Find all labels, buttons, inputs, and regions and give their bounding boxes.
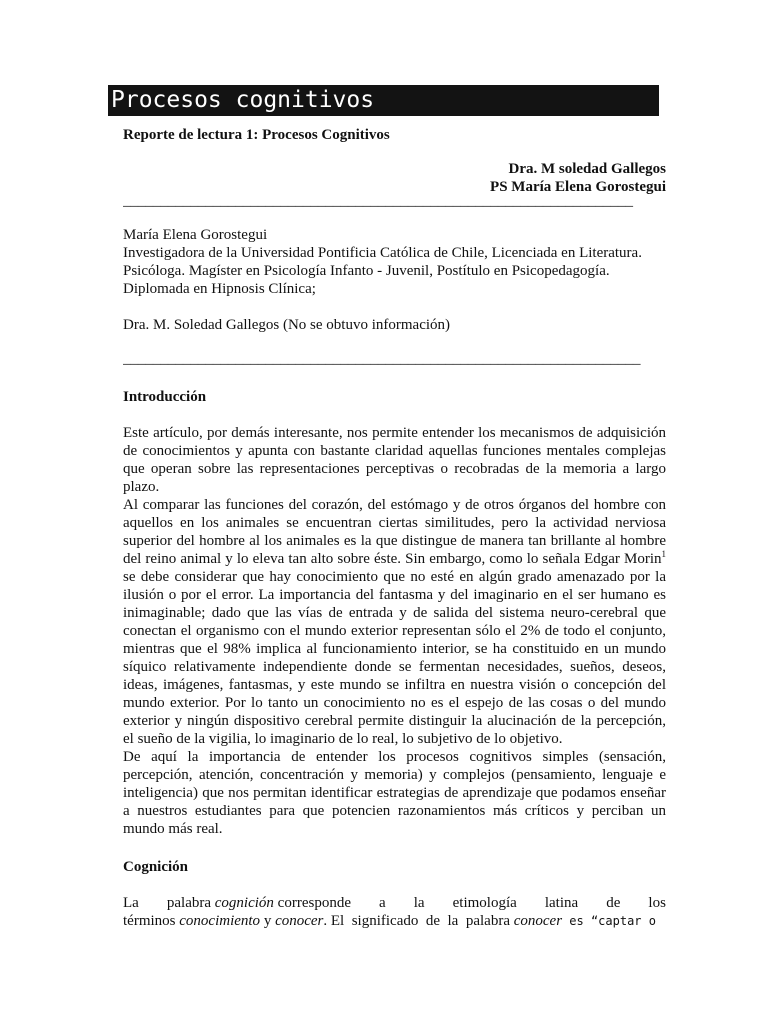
document-title: Procesos cognitivos bbox=[108, 85, 659, 116]
second-author-note: Dra. M. Soledad Gallegos (No se obtuvo información) bbox=[123, 317, 451, 333]
section-heading-cognicion: Cognición bbox=[123, 859, 189, 875]
text: términos bbox=[123, 913, 180, 929]
paragraph-text: Al comparar las funciones del corazón, del estómago y de otros órganos del hombre con aquellos en los animales se encuentran ciertas similitudes, pero la actividad nerviosa superior del hombre al los animales es la que distingue de manera tan brillante al hombre del reino animal y lo eleva tan alto sobre éste. Sin embargo, como lo señala Edgar Morin bbox=[123, 497, 666, 567]
text: . El significado de la palabra bbox=[323, 913, 514, 929]
paragraph-text: se debe considerar que hay conocimiento que no esté en algún grado amenazado por la ilusión o por el error. La importancia del fantasma y del imaginario en el ser humano es inimaginable; dado que las vías de entrada y de salida del sistema neuro-cerebral que conectan el organismo con el mundo exterior representan sólo el 2% de todo el conjunto, mientras que el 98% implica al funcionamiento interior, se ha constituido en un mundo síquico relativamente independiente donde se fermentan necesidades, sueños, deseos, ideas, imágenes, fantasmas, y este mundo se infiltra en nuestra visión o concepción del mundo exterior. Por lo tanto un conocimiento no es el espejo de las cosas o del mundo exterior y ningún dispositivo cerebral permite distinguir la alucinación de la percepción, el sueño de la vigilia, lo imaginario de lo real, lo subjetivo de lo objetivo. bbox=[123, 569, 666, 747]
word: etimología bbox=[452, 895, 517, 911]
word: los bbox=[648, 895, 666, 911]
word: La bbox=[123, 895, 139, 911]
word: de bbox=[606, 895, 621, 911]
paragraph bbox=[123, 496, 666, 748]
paragraph-line bbox=[123, 912, 666, 930]
divider-rule: ____________________________________________________________________ bbox=[123, 194, 633, 208]
text: “captar o bbox=[583, 914, 656, 928]
divider-rule: _____________________________________________________________________ bbox=[123, 352, 641, 366]
text: es bbox=[562, 914, 584, 928]
text: y bbox=[260, 913, 276, 929]
section-heading-introduccion: Introducción bbox=[123, 389, 207, 405]
author-2: PS María Elena Gorostegui bbox=[490, 179, 666, 195]
paragraph-line bbox=[123, 894, 666, 912]
text: conocimiento bbox=[179, 913, 261, 929]
text: conocer bbox=[513, 913, 563, 929]
word: la bbox=[413, 895, 425, 911]
paragraph: Este artículo, por demás interesante, nos permite entender los mecanismos de adquisición de conocimientos y apunta con bastante claridad aquellas funciones mentales complejas que operan sobre las representaciones perceptivas o recobradas de la memoria a largo plazo. bbox=[123, 425, 666, 495]
footnote-marker: 1 bbox=[661, 549, 666, 559]
bio-line: Investigadora de la Universidad Pontificia Católica de Chile, Licenciada en Literatura. bbox=[123, 245, 642, 261]
word: a bbox=[379, 895, 386, 911]
bio-line: Psicóloga. Magíster en Psicología Infanto - Juvenil, Postítulo en Psicopedagogía. bbox=[123, 263, 610, 279]
author-1: Dra. M soledad Gallegos bbox=[508, 161, 666, 177]
bio-name: María Elena Gorostegui bbox=[123, 227, 268, 243]
word: latina bbox=[544, 895, 579, 911]
word: palabra cognición corresponde bbox=[166, 895, 351, 911]
paragraph: De aquí la importancia de entender los procesos cognitivos simples (sensación, percepción, atención, concentración y memoria) y complejos (pensamiento, lenguaje e inteligencia) que nos permitan identificar estrategias de aprendizaje que podamos enseñar a nuestros estudiantes para que potencien razonamientos más críticos y perciban un mundo más real. bbox=[123, 749, 666, 837]
document-body bbox=[123, 126, 666, 930]
bio-line: Diplomada en Hipnosis Clínica; bbox=[123, 281, 316, 297]
text: conocer bbox=[275, 913, 324, 929]
report-heading: Reporte de lectura 1: Procesos Cognitivos bbox=[123, 127, 390, 143]
